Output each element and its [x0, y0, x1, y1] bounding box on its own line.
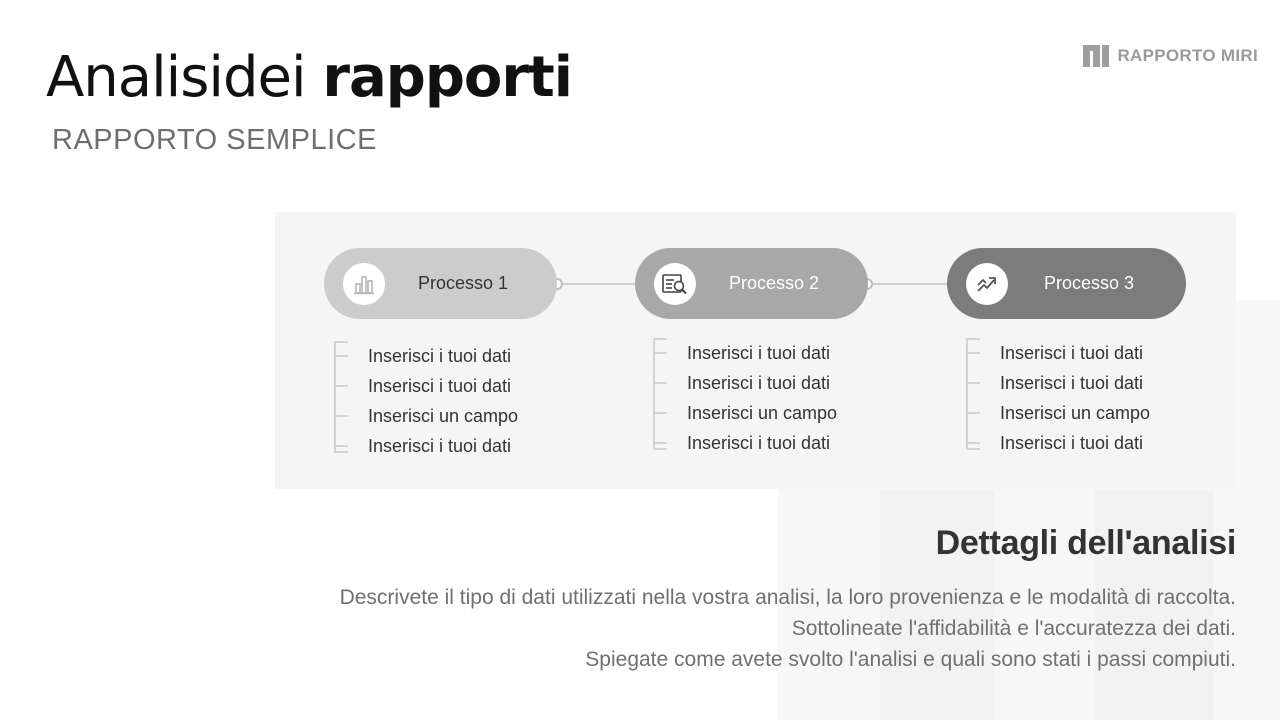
process-1-pill	[324, 248, 557, 319]
list-item: Inserisci un campo	[966, 398, 1166, 428]
list-item: Inserisci i tuoi dati	[653, 428, 853, 458]
list-item: Inserisci i tuoi dati	[334, 341, 534, 371]
brand	[1083, 45, 1258, 67]
process-1-list	[334, 341, 534, 461]
title-light: Analisidei	[46, 45, 306, 110]
brand-logo-icon	[1083, 45, 1109, 67]
process-3-pill	[947, 248, 1186, 319]
trend-arrow-icon	[966, 263, 1008, 305]
process-2-pill	[635, 248, 868, 319]
details-line: Spiegate come avete svolto l'analisi e quali sono stati i passi compiuti.	[585, 648, 1236, 671]
document-search-icon	[654, 263, 696, 305]
list-item: Inserisci i tuoi dati	[966, 368, 1166, 398]
details-line: Sottolineate l'affidabilità e l'accuratezza dei dati.	[791, 617, 1236, 640]
list-item: Inserisci un campo	[653, 398, 853, 428]
list-item: Inserisci i tuoi dati	[334, 371, 534, 401]
list-item: Inserisci i tuoi dati	[334, 431, 534, 461]
page-title	[46, 46, 572, 110]
details-text	[340, 582, 1236, 675]
connector-line	[557, 283, 637, 285]
list-item: Inserisci i tuoi dati	[653, 368, 853, 398]
process-3-label: Processo 3	[1043, 273, 1135, 293]
list-item: Inserisci i tuoi dati	[653, 338, 853, 368]
process-2-label: Processo 2	[728, 273, 820, 293]
bar-chart-icon	[343, 263, 385, 305]
connector-line	[867, 283, 949, 285]
details-line: Descrivete il tipo di dati utilizzati nella vostra analisi, la loro provenienza e le modalità di raccolta.	[339, 586, 1236, 609]
list-item: Inserisci i tuoi dati	[966, 338, 1166, 368]
page-subtitle: RAPPORTO SEMPLICE	[52, 124, 377, 156]
details-title: Dettagli dell'analisi	[935, 524, 1236, 562]
list-item: Inserisci i tuoi dati	[966, 428, 1166, 458]
process-3-list	[966, 338, 1166, 458]
process-1-label: Processo 1	[417, 273, 509, 293]
brand-name: RAPPORTO MIRI	[1117, 46, 1258, 65]
list-item: Inserisci un campo	[334, 401, 534, 431]
process-2-list	[653, 338, 853, 458]
title-bold: rapporti	[322, 45, 572, 110]
